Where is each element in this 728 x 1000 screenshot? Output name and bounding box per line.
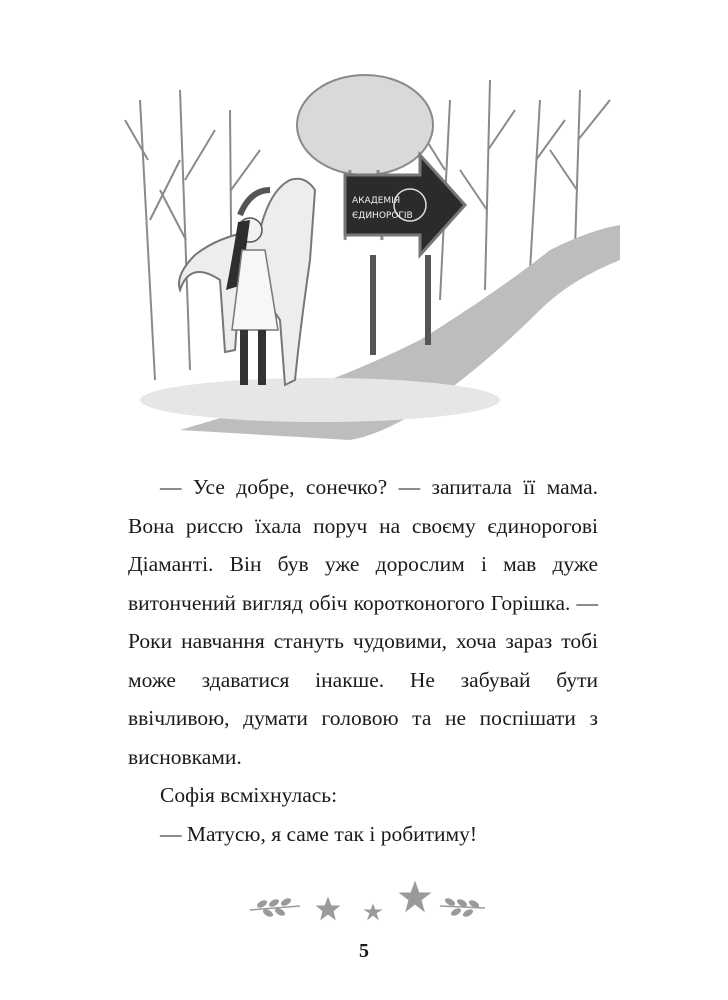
star-large-icon xyxy=(400,882,430,911)
sign-line2: ЄДИНОРОГІВ xyxy=(352,211,413,221)
leaf-sprig-left-icon xyxy=(250,897,300,917)
star-small-icon xyxy=(365,905,381,919)
leaf-sprig-right-icon xyxy=(440,897,485,917)
paragraph-2: Софія всміхнулась: xyxy=(160,783,338,807)
page-number: 5 xyxy=(359,940,369,962)
story-text xyxy=(128,468,598,853)
paragraph-1: — Усе добре, сонечко? — запитала її мама. Вона риссю їхала поруч на своєму єдинорогові Діаманті. Він був уже дорослим і мав дуже витончений вигляд обіч коротконогого Горішка. — Роки навчання стануть чудовими, хоча зараз тобі може здаватися інакше. Не забувай бути ввічливою, думати головою та не поспішати з висновками. xyxy=(128,475,598,769)
paragraph-3: — Матусю, я саме так і робитиму! xyxy=(160,821,478,846)
star-icon xyxy=(317,898,339,919)
tree-crown xyxy=(297,75,433,175)
decorative-ornament xyxy=(240,878,490,926)
illustration-unicorn-academy xyxy=(120,40,620,440)
ground-shadow xyxy=(140,378,500,422)
sign-line1: АКАДЕМІЯ xyxy=(352,196,401,206)
